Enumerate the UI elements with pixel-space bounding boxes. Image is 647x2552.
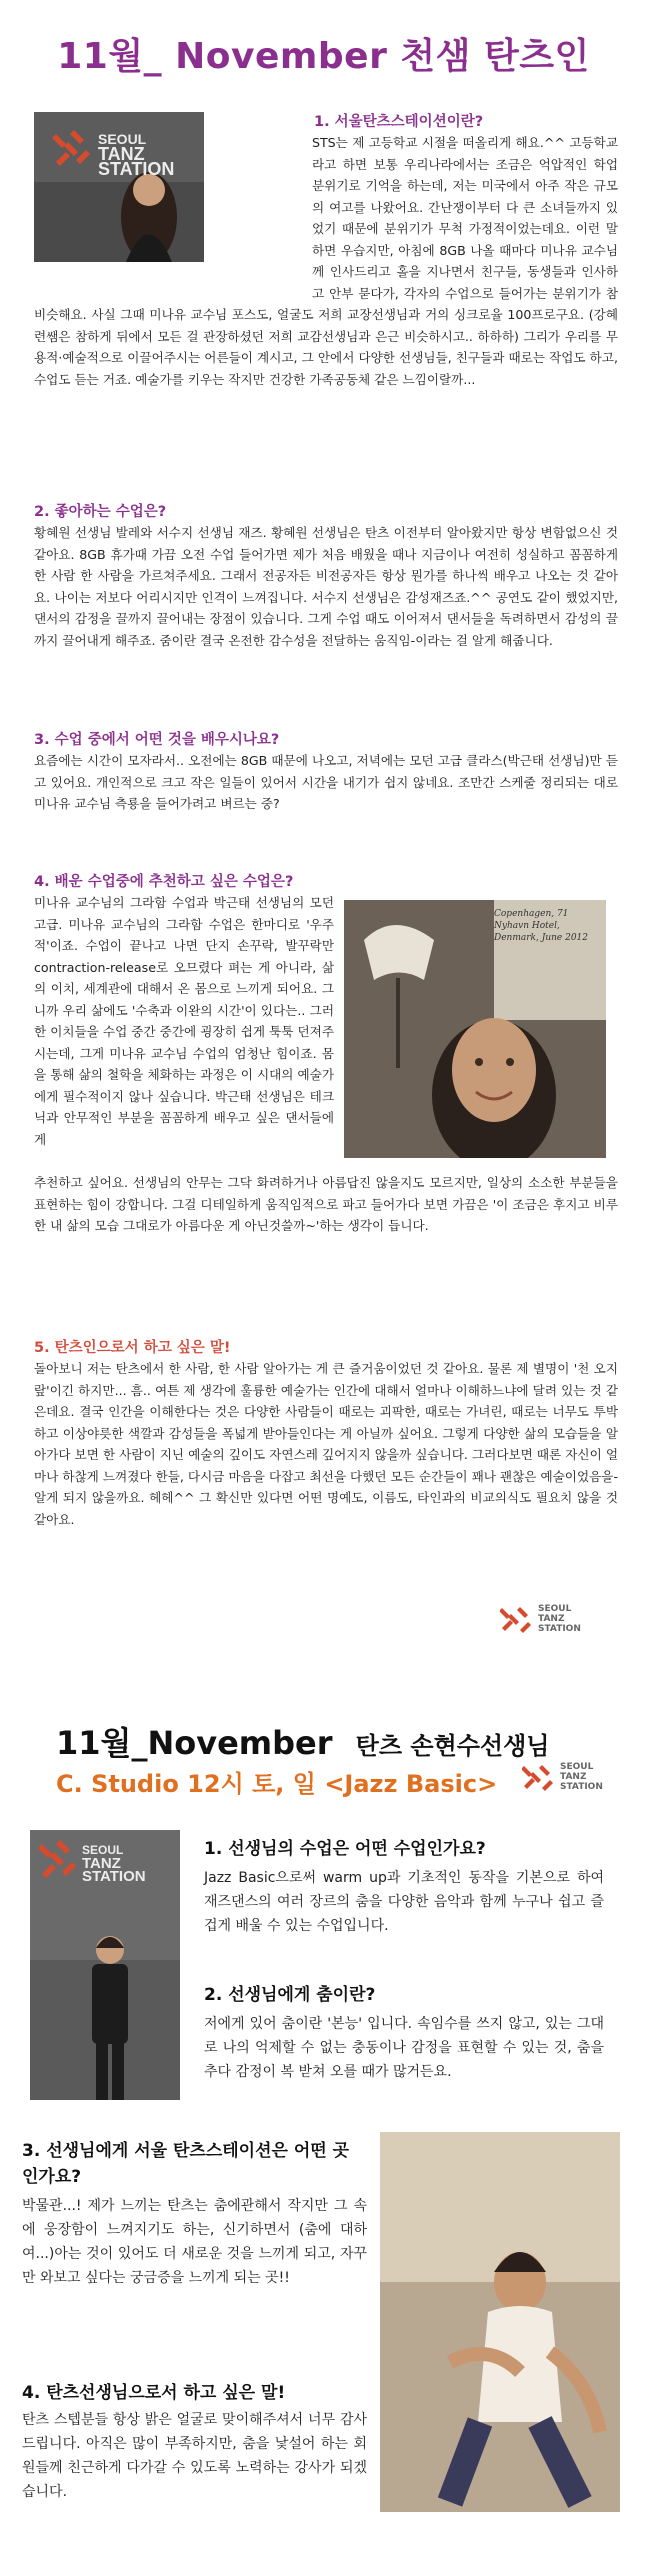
page2-title-main: 11월_November [56,1724,333,1762]
q5-title: 5. 탄츠인으로서 하고 싶은 말! [34,1340,231,1356]
logo2-tanz: TANZ [560,1772,587,1782]
q4-body-side: 미나유 교수님의 그라함 수업과 박근태 선생님의 모던 고급. 미나유 교수님의 그라함 수업은 한마디로 '우주적'이죠. 수업이 끝나고 나면 단지 손꾸락, 발꾸락만 contraction-release로 오므렸다 펴는 게 아니라, 삶의 이치, 세계관에 대해서 온 몸으로 느끼게 되어요. 그니까 우리 삶에도 '수축과 이완의 시간'이 있다는.. 그러한 이치들을 수업 중간 중간에 굉장히 쉽게 툭툭 던져주시는데, 그게 미나유 교수님 수업의 엄청난 힘이죠. 몸을 통해 삶의 철학을 체화하는 과정은 이 시대의 예술가에게 필수적이지 않나 싶습니다. 박근태 선생님은 테크닉과 안무적인 부분을 꼼꼼하게 배우고 싶은 댄서들에게 [34,895,334,1147]
p2-q3-text: 박물관...! 제가 느끼는 탄츠는 춤에관해서 작지만 그 속에 웅장함이 느껴지기도 하는, 신기하면서 (춤에 대하여...)아는 것이 있어도 더 새로운 것을 느끼게 되고, 자꾸만 와보고 싶다는 궁금증을 느끼게 되는 곳!! [22,2198,367,2286]
tanz-logo-1 [500,1604,581,1634]
sign2-station: STATION [82,1868,146,1885]
p2-q4-text: 탄츠 스텝분들 항상 밝은 얼굴로 맞이해주셔서 너무 감사드립니다. 아직은 많이 부족하지만, 춤을 낯설어 하는 회원들께 친근하게 다가갈 수 있도록 노력하는 강사가 되겠습니다. [22,2412,367,2500]
page2-title-sub: 탄츠 손현수선생님 [355,1732,550,1760]
p2-q1-text: Jazz Basic으로써 warm up과 기초적인 동작을 기본으로 하여 재즈댄스의 여러 장르의 춤을 다양한 음악과 함께 누구나 쉽고 즐겁게 배울 수 있는 수업입니다. [204,1870,604,1934]
tanz-logo-icon-2 [522,1762,556,1792]
portrait-photo-3 [30,1830,180,2100]
tanz-logo-2 [522,1762,603,1792]
q3-title: 3. 수업 중에서 어떤 것을 배우시나요? [34,732,280,748]
dancer-photo [380,2132,620,2512]
q1-text: STS는 제 고등학교 시절을 떠올리게 해요.^^ 고등학교라고 하면 보통 우리나라에서는 조금은 억압적인 학업 분위기로 기억을 하는데, 저는 미국에서 아주 작은 규모의 여고를 나왔어요. 간난쟁이부터 다 큰 소녀들까지 있었기 때문에 분위기가 무척 가정적이었는데요. 이런 말하면 우습지만, 아침에 8GB 나올 때마다 미나유 교수님께 인사드리고 홀을 지나면서 친구들, 동생들과 인사하고 안부 묻다가, 각자의 수업으로 들어가는 분위기가 참 비슷해요. 사실 그때 미나유 교수님 포스도, 얼굴도 저희 교장선생님과 거의 싱크로율 100프로구요. (강혜련쌤은 참하게 뒤에서 모든 걸 관장하셨던 저희 교감선생님과 은근 비슷하시고.. 하하하) 그리가 우리를 무용적·예술적으로 이끌어주시는 어른들이 계시고, 그 안에서 다양한 선생님들, 친구들과 때로는 작업도 하고, 수업도 듣는 거죠. 예술가를 키우는 작지만 건강한 가족공동체 같은 느낌이랄까... [34,135,618,387]
sign-text-station: STATION [98,159,175,179]
p2-q2-text: 저에게 있어 춤이란 '본능' 입니다. 속임수를 쓰지 않고, 있는 그대로 나의 억제할 수 없는 충동이나 감정을 표현할 수 있는 것, 춤을 추다 감정이 복 받쳐 오를 때가 많거든요. [204,2016,604,2080]
sign2-tanz: TANZ [82,1855,121,1872]
photo-caption: Copenhagen, 71 Nyhavn Hotel, Denmark, June 2012 [494,909,589,943]
q4-title: 4. 배운 수업중에 추천하고 싶은 수업은? [34,874,294,890]
logo-station: STATION [538,1624,581,1634]
portrait-photo-2 [344,900,606,1158]
logo-tanz: TANZ [538,1614,565,1624]
page2-title [56,1718,549,1764]
class-info: C. Studio 12시 토, 일 <Jazz Basic> [56,1770,498,1798]
sign-text-tanz: TANZ [98,144,145,164]
p2-q1-title: 1. 선생님의 수업은 어떤 수업인가요? [204,1839,486,1859]
p2-q3-title: 3. 선생님에게 서울 탄츠스테이션은 어떤 곳 인가요? [22,2141,350,2187]
q3-text: 요즘에는 시간이 모자라서.. 오전에는 8GB 때문에 나오고, 저녁에는 모던 고급 클라스(박근태 선생님)만 듣고 있어요. 개인적으로 크고 작은 일들이 있어서 시간을 내기가 쉽지 않네요. 조만간 스케줄 정리되는 대로 미나유 교수님 측룡을 들어가려고 벼르는 중? [34,753,618,811]
sign2-seoul: SEOUL [82,1843,124,1857]
p2-q2-title: 2. 선생님에게 춤이란? [204,1985,376,2005]
q1-body [34,132,618,390]
p2-q4-title: 4. 탄츠선생님으로서 하고 싶은 말! [22,2383,286,2403]
q2-text: 황혜원 선생님 발레와 서수지 선생님 재즈. 황혜원 선생님은 탄츠 이전부터 알아왔지만 항상 변함없으신 것 같아요. 8GB 휴가때 가끔 오전 수업 들어가면 제가 처음 배웠을 때나 지금이나 여전히 성실하고 꼼꼼하게 한 사람 한 사람을 가르쳐주세요. 그래서 전공자든 비전공자든 항상 뭔가를 하나씩 배우고 나오는 것 같아요. 나이는 저보다 어리시지만 인격이 느껴집니다. 서수지 선생님은 감성재즈죠.^^ 공연도 같이 했었지만, 댄서의 감정을 끌까지 끌어내는 장점이 있습니다. 그게 수업 때도 이어져서 댄서들을 독려하면서 감성의 끌까지 끌어내게 해주죠. 줌이란 결국 온전한 감수성을 전달하는 움직임-이라는 걸 알게 해줍니다. [34,525,618,648]
page1-title: 11월_ November 천샘 탄츠인 [57,36,590,77]
q4-body-full: 추천하고 싶어요. 선생님의 안무는 그닥 화려하거나 아름답진 않을지도 모르지만, 일상의 소소한 부분들을 표현하는 힘이 강합니다. 그걸 디테일하게 움직임적으로 파고 들어가다 보면 가끔은 '이 조금은 후지고 비루한 내 삶의 모습 그대로가 아름다운 게 아닌것쓸까~'하는 생각이 듭니다. [34,1175,618,1233]
logo2-station: STATION [560,1782,603,1792]
q2-title: 2. 좋아하는 수업은? [34,504,167,520]
q1-title: 1. 서울탄츠스테이션이란? [314,114,484,130]
sign-text-seoul: SEOUL [98,131,147,147]
logo-seoul: SEOUL [538,1604,572,1614]
logo2-seoul: SEOUL [560,1762,594,1772]
q5-text: 돌아보니 저는 탄츠에서 한 사람, 한 사람 알아가는 게 큰 즐거움이었던 것 같아요. 물론 제 별명이 '천 오지랖'이긴 하지만... 흠.. 여튼 제 생각에 훌륭한 예술가는 인간에 대해서 얼마나 이해하느냐에 달려 있는 것 같은데요. 결국 인간을 이해한다는 것은 다양한 사람들이 때로는 괴팍한, 때로는 가녀린, 때로는 너무도 투박하고 이상야릇한 색깔과 감성들을 폭넓게 받아들인다는 게 아닐까 싶어요. 그렇게 다양한 삶의 모습들을 알아가다 보면 한 사람이 지닌 예술의 깊이도 자연스레 깊어지지 않을까 싶습니다. 그러다보면 때론 자신이 얼마나 하찮게 느껴졌다 한들, 다시금 마음을 다잡고 최선을 다했던 모든 순간들이 꽤나 괜찮은 예술이었음을- 알게 되지 않을까요. 헤헤^^ 그 확신만 있다면 어떤 명예도, 이름도, 타인과의 비교의식도 필요치 않을 것 같아요. [34,1361,618,1527]
tanz-logo-icon [500,1604,534,1634]
